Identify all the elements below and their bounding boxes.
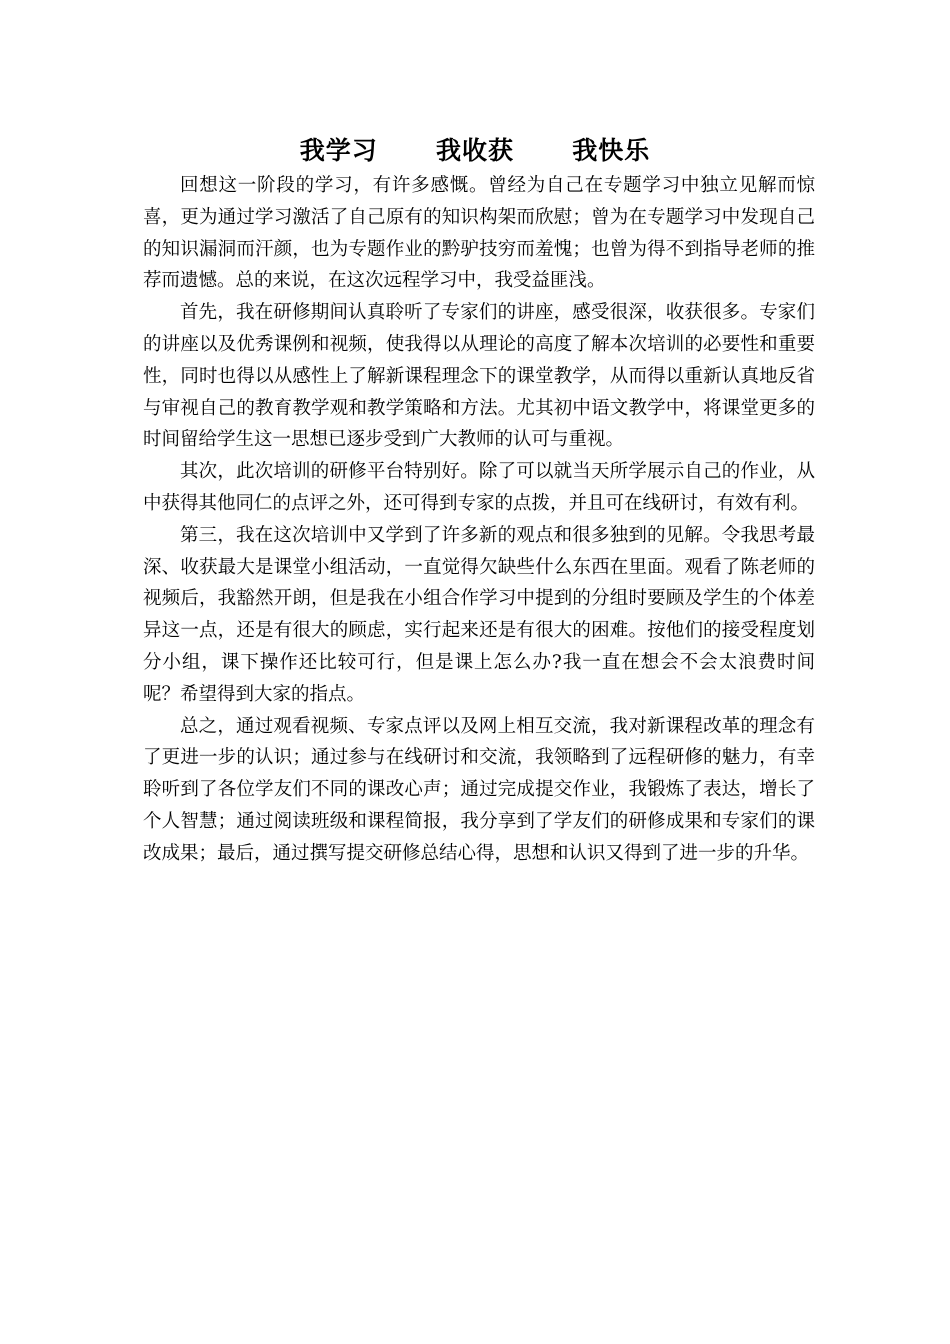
document-body xyxy=(143,170,815,870)
paragraph-conclusion: 总之，通过观看视频、专家点评以及网上相互交流，我对新课程改革的理念有了更进一步的认识；通过参与在线研讨和交流，我领略到了远程研修的魅力，有幸聆听到了各位学友们不同的课改心声；通过完成提交作业，我锻炼了表达，增长了个人智慧；通过阅读班级和课程简报，我分享到了学友们的研修成果和专家们的课改成果；最后，通过撰写提交研修总结心得，思想和认识又得到了进一步的升华。 xyxy=(143,715,815,864)
document-title: 我学习 我收获 我快乐 xyxy=(299,136,651,165)
paragraph-second: 其次，此次培训的研修平台特别好。除了可以就当天所学展示自己的作业，从中获得其他同仁的点评之外，还可得到专家的点拨，并且可在线研讨，有效有利。 xyxy=(143,461,815,514)
paragraph-reflection: 回想这一阶段的学习，有许多感慨。曾经为自己在专题学习中独立见解而惊喜，更为通过学习激活了自己原有的知识构架而欣慰；曾为在专题学习中发现自己的知识漏洞而汗颜，也为专题作业的黔驴技穷而羞愧；也曾为得不到指导老师的推荐而遗憾。总的来说，在这次远程学习中，我受益匪浅。 xyxy=(143,175,815,292)
paragraph-third: 第三，我在这次培训中又学到了许多新的观点和很多独到的见解。令我思考最深、收获最大是课堂小组活动，一直觉得欠缺些什么东西在里面。观看了陈老师的视频后，我豁然开朗，但是我在小组合作学习中提到的分组时要顾及学生的个体差异这一点，还是有很大的顾虑，实行起来还是有很大的困难。按他们的接受程度划分小组，课下操作还比较可行，但是课上怎么办?我一直在想会不会太浪费时间呢？希望得到大家的指点。 xyxy=(143,524,815,705)
paragraph-first: 首先，我在研修期间认真聆听了专家们的讲座，感受很深，收获很多。专家们的讲座以及优秀课例和视频，使我得以从理论的高度了解本次培训的必要性和重要性，同时也得以从感性上了解新课程理念下的课堂教学，从而得以重新认真地反省与审视自己的教育教学观和教学策略和方法。尤其初中语文教学中，将课堂更多的时间留给学生这一思想已逐步受到广大教师的认可与重视。 xyxy=(143,302,815,451)
